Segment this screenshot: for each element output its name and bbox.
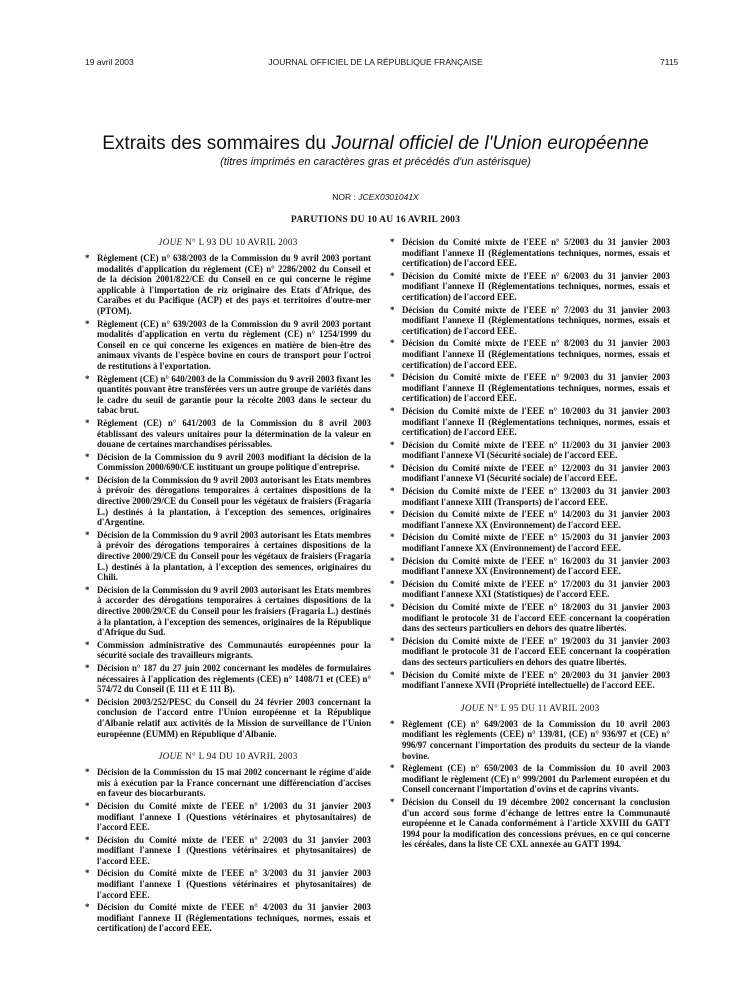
parutions-heading: PARUTIONS DU 10 AU 16 AVRIL 2003 [290, 215, 461, 225]
summary-text: Décision du Comité mixte de l'EEE n° 20/2003 du 31 janvier 2003 modifiant l'annexe XVII (Propriété intellectuelle) de l'accord EEE. [402, 669, 670, 691]
summary-item [85, 452, 371, 473]
asterisk-icon: * [390, 486, 395, 497]
summary-item [390, 237, 670, 269]
summary-text: Règlement (CE) n° 649/2003 de la Commission du 10 avril 2003 modifiant les règlements (CEE) n° 139/81, (CE) n° 936/97 et (CE) n° 996/97 concernant l'importation des produits du secteur de la viande bovine. [402, 718, 670, 761]
summary-item [85, 374, 371, 416]
joue-heading [85, 751, 371, 762]
summary-text: Décision du Conseil du 19 décembre 2002 concernant la conclusion d'un accord sous forme d'échange de lettres entre la Communauté européenne et le Canada conformément à l'article XXVIII du GATT 1994 pour la modification des concessions prévues, en ce qui concerne les céréales, dans la liste CE CXL annexée au GATT 1994. [402, 796, 670, 850]
asterisk-icon: * [390, 578, 395, 589]
summary-text: Règlement (CE) n° 638/2003 de la Commission du 9 avril 2003 portant modalités d'application du règlement (CE) n° 2286/2002 du Conseil et de la décision 2001/822/CE du Conseil en ce qui concerne le régime applicable à l'importation de riz originaire des Etats d'Afrique, des Caraïbes et du Pacifique (ACP) et des pays et territoires d'outre-mer (PTOM). [97, 253, 371, 316]
asterisk-icon: * [390, 237, 395, 247]
summary-item [390, 305, 670, 337]
asterisk-icon: * [85, 800, 90, 811]
asterisk-icon: * [85, 696, 90, 707]
summary-item [390, 372, 670, 404]
asterisk-icon: * [390, 509, 395, 520]
summary-text: Décision du Comité mixte de l'EEE n° 9/2003 du 31 janvier 2003 modifiant l'annexe II (Réglementations techniques, normes, essais et certification) de l'accord EEE. [402, 372, 670, 404]
asterisk-icon: * [390, 304, 395, 315]
summary-text: Décision du Comité mixte de l'EEE n° 8/2003 du 31 janvier 2003 modifiant l'annexe II (Réglementations techniques, normes, essais et certification) de l'accord EEE. [402, 338, 670, 370]
asterisk-icon: * [390, 796, 395, 807]
summary-list [85, 253, 371, 739]
summary-list [390, 237, 670, 691]
asterisk-icon: * [85, 834, 90, 845]
asterisk-icon: * [85, 662, 90, 673]
summary-item [85, 418, 371, 450]
asterisk-icon: * [85, 584, 90, 595]
summary-text: Règlement (CE) n° 650/2003 de la Commission du 10 avril 2003 modifiant le règlement (CE) n° 999/2001 du Parlement européen et du Conseil concernant l'importation d'ovins et de caprins vivants. [402, 763, 670, 795]
right-column [390, 237, 670, 852]
title-prefix: Extraits des sommaires du [102, 133, 332, 154]
summary-text: Décision du Comité mixte de l'EEE n° 10/2003 du 31 janvier 2003 modifiant l'annexe II (Réglementations techniques, normes, essais et certification) de l'accord EEE. [402, 405, 670, 438]
summary-item [390, 797, 670, 850]
asterisk-icon: * [390, 635, 395, 646]
summary-item [390, 338, 670, 370]
summary-text: Décision du Comité mixte de l'EEE n° 6/2003 du 31 janvier 2003 modifiant l'annexe II (Réglementations techniques, normes, essais et certification) de l'accord EEE. [402, 270, 670, 302]
summary-item [85, 253, 371, 317]
summary-item [85, 902, 371, 934]
asterisk-icon: * [390, 532, 395, 543]
asterisk-icon: * [85, 253, 90, 263]
asterisk-icon: * [390, 602, 395, 612]
summary-item [85, 801, 371, 833]
joue-label: JOUE [158, 237, 183, 247]
asterisk-icon: * [85, 373, 90, 384]
summary-text: Décision de la Commission du 15 mai 2002 concernant le régime d'aide mis à exécution par la France concernant une différenciation d'accises en faveur des biocarburants. [97, 767, 371, 799]
summary-text: Décision de la Commission du 9 avril 2003 autorisant les Etats membres à prévoir des dérogations temporaires à certaines dispositions de la directive 2000/29/CE du Conseil pour les végétaux de fraisiers (Fragaria L.) destinés à la plantation, à l'exception des semences, originaires du Chili. [97, 529, 371, 583]
summary-item [390, 532, 670, 553]
page-title [0, 133, 751, 155]
asterisk-icon: * [390, 763, 395, 774]
summary-text: Décision du Comité mixte de l'EEE n° 18/2003 du 31 janvier 2003 modifiant le protocole 31 de l'accord EEE concernant la coopération dans des secteurs particuliers en dehors des quatre libertés. [402, 602, 670, 634]
asterisk-icon: * [85, 767, 90, 778]
left-column [85, 237, 371, 936]
summary-item [85, 475, 371, 528]
journal-name: JOURNAL OFFICIEL DE LA RÉPUBLIQUE FRANÇAISE [268, 57, 483, 67]
asterisk-icon: * [390, 405, 395, 416]
summary-item [85, 530, 371, 583]
summary-text: Décision de la Commission du 9 avril 2003 autorisant les Etats membres à prévoir des dérogations temporaires à certaines dispositions de la directive 2000/29/CE du Conseil pour les végétaux de fraisiers (Fragaria L.) destinés à la plantation, à l'exception des semences, originaires d'Argentine. [97, 474, 371, 528]
asterisk-icon: * [390, 338, 395, 349]
summary-item [85, 697, 371, 739]
asterisk-icon: * [85, 318, 90, 329]
summary-text: Décision du Comité mixte de l'EEE n° 1/2003 du 31 janvier 2003 modifiant l'annexe I (Questions vétérinaires et phytosanitaires) de l'accord EEE. [97, 800, 371, 833]
summary-list [85, 767, 371, 934]
joue-heading [85, 237, 371, 248]
asterisk-icon: * [85, 529, 90, 540]
summary-item [390, 636, 670, 668]
summary-text: Décision du Comité mixte de l'EEE n° 11/2003 du 31 janvier 2003 modifiant l'annexe VI (Sécurité sociale) de l'accord EEE. [402, 439, 670, 461]
asterisk-icon: * [85, 902, 90, 913]
header-date: 19 avril 2003 [85, 57, 134, 67]
summary-item [390, 579, 670, 600]
summary-text: Décision du Comité mixte de l'EEE n° 14/2003 du 31 janvier 2003 modifiant l'annexe XX (Environnement) de l'accord EEE. [402, 509, 670, 530]
joue-label: JOUE [460, 702, 485, 713]
summary-text: Décision du Comité mixte de l'EEE n° 12/2003 du 31 janvier 2003 modifiant l'annexe VI (Sécurité sociale) de l'accord EEE. [402, 462, 670, 484]
asterisk-icon: * [85, 868, 90, 879]
page-subtitle: (titres imprimés en caractères gras et précédés d'un astérisque) [220, 156, 531, 168]
asterisk-icon: * [390, 669, 395, 680]
summary-item [390, 271, 670, 303]
summary-text: Décision du Comité mixte de l'EEE n° 16/2003 du 31 janvier 2003 modifiant l'annexe XX (Environnement) de l'accord EEE. [402, 555, 670, 577]
summary-item [85, 663, 371, 695]
summary-item [390, 670, 670, 691]
asterisk-icon: * [390, 372, 395, 383]
summary-text: Décision de la Commission du 9 avril 2003 modifiant la décision de la Commission 2000/690/CE instituant un groupe politique d'entreprise. [97, 451, 371, 473]
summary-text: Commission administrative des Communautés européennes pour la sécurité sociale des travailleurs migrants. [97, 639, 371, 661]
summary-item [390, 440, 670, 461]
asterisk-icon: * [85, 417, 90, 428]
section-spacer [390, 693, 670, 703]
summary-item [85, 585, 371, 638]
summary-text: Règlement (CE) n° 641/2003 de la Commission du 8 avril 2003 établissant des valeurs unitaires pour la détermination de la valeur en douane de certaines marchandises périssables. [97, 417, 371, 450]
nor-label: NOR : [332, 192, 359, 202]
joue-issue: N° L 93 DU 10 AVRIL 2003 [182, 237, 298, 247]
summary-text: Décision du Comité mixte de l'EEE n° 13/2003 du 31 janvier 2003 modifiant l'annexe XIII (Transports) de l'accord EEE. [402, 486, 670, 507]
joue-heading [390, 703, 670, 714]
summary-text: Décision du Comité mixte de l'EEE n° 15/2003 du 31 janvier 2003 modifiant l'annexe XX (Environnement) de l'accord EEE. [402, 532, 670, 554]
summary-text: Décision du Comité mixte de l'EEE n° 4/2003 du 31 janvier 2003 modifiant l'annexe II (Réglementations techniques, normes, essais et certification) de l'accord EEE. [97, 902, 371, 934]
summary-text: Décision du Comité mixte de l'EEE n° 2/2003 du 31 janvier 2003 modifiant l'annexe I (Questions vétérinaires et phytosanitaires) de l'accord EEE. [97, 834, 371, 866]
summary-text: Décision du Comité mixte de l'EEE n° 3/2003 du 31 janvier 2003 modifiant l'annexe I (Questions vétérinaires et phytosanitaires) de l'accord EEE. [97, 868, 371, 900]
joue-label: JOUE [158, 751, 183, 762]
summary-item [390, 763, 670, 795]
nor-reference [0, 192, 751, 202]
asterisk-icon: * [390, 555, 395, 566]
summary-item [390, 602, 670, 634]
asterisk-icon: * [85, 451, 90, 462]
asterisk-icon: * [390, 439, 395, 450]
summary-item [85, 767, 371, 799]
joue-issue: N° L 95 DU 11 AVRIL 2003 [484, 702, 600, 713]
summary-text: Décision du Comité mixte de l'EEE n° 17/2003 du 31 janvier 2003 modifiant l'annexe XXI (Statistiques) de l'accord EEE. [402, 578, 670, 600]
summary-item [390, 463, 670, 484]
summary-text: Décision du Comité mixte de l'EEE n° 19/2003 du 31 janvier 2003 modifiant le protocole 31 de l'accord EEE concernant la coopération dans des secteurs particuliers en dehors des quatre libertés. [402, 635, 670, 667]
asterisk-icon: * [390, 462, 395, 473]
asterisk-icon: * [390, 718, 395, 729]
summary-item [85, 868, 371, 900]
summary-text: Décision de la Commission du 9 avril 2003 autorisant les Etats membres à accorder des dérogations temporaires à certaines dispositions de la directive 2000/29/CE du Conseil pour les fraisiers (Fragaria L.) destinés à la plantation, à l'exception des semences, originaires de la République d'Afrique du Sud. [97, 584, 371, 638]
section-spacer [85, 741, 371, 751]
summary-text: Règlement (CE) n° 640/2003 de la Commission du 9 avril 2003 fixant les quantités pouvant être transférées vers un autre groupe de variétés dans le cadre du seuil de garantie pour la récolte 2003 dans le secteur du tabac brut. [97, 373, 371, 416]
summary-item [85, 319, 371, 372]
asterisk-icon: * [390, 270, 395, 281]
page-number: 7115 [660, 57, 679, 67]
summary-text: Décision du Comité mixte de l'EEE n° 7/2003 du 31 janvier 2003 modifiant l'annexe II (Réglementations techniques, normes, essais et certification) de l'accord EEE. [402, 304, 670, 336]
title-journal: Journal officiel de l'Union européenne [331, 133, 649, 154]
asterisk-icon: * [85, 474, 90, 485]
summary-text: Décision du Comité mixte de l'EEE n° 5/2003 du 31 janvier 2003 modifiant l'annexe II (Réglementations techniques, normes, essais et certification) de l'accord EEE. [402, 237, 670, 269]
summary-text: Décision n° 187 du 27 juin 2002 concernant les modèles de formulaires nécessaires à l'application des règlements (CEE) n° 1408/71 et (CEE) n° 574/72 du Conseil (E 111 et E 111 B). [97, 662, 371, 695]
summary-item [85, 640, 371, 661]
asterisk-icon: * [85, 639, 90, 650]
summary-item [390, 719, 670, 761]
summary-item [390, 556, 670, 577]
summary-item [390, 509, 670, 530]
summary-text: Règlement (CE) n° 639/2003 de la Commission du 9 avril 2003 portant modalités d'application en vertu du règlement (CE) n° 1254/1999 du Conseil en ce qui concerne les exigences en matière de bien-être des animaux vivants de l'espèce bovine en cours de transport pour l'octroi de restitutions à l'exportation. [97, 318, 371, 371]
summary-text: Décision 2003/252/PESC du Conseil du 24 février 2003 concernant la conclusion de l'accord entre l'Union européenne et la République d'Albanie relatif aux activités de la Mission de surveillance de l'Union européenne (EUMM) en République d'Albanie. [97, 696, 371, 739]
nor-code: JCEX0301041X [358, 192, 419, 202]
summary-list [390, 719, 670, 850]
summary-item [390, 406, 670, 438]
summary-item [85, 835, 371, 867]
summary-item [390, 486, 670, 507]
joue-issue: N° L 94 DU 10 AVRIL 2003 [182, 751, 298, 762]
